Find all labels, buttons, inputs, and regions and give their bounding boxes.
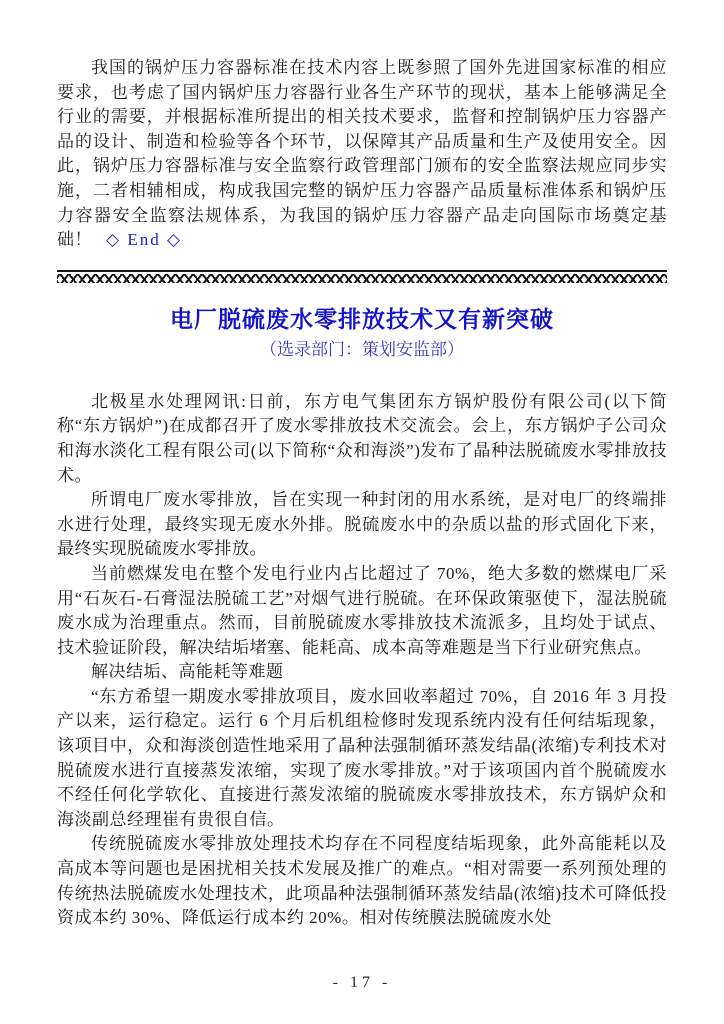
- divider-top-line: [57, 270, 667, 273]
- page-number: - 17 -: [332, 974, 392, 991]
- article-subheading: 解决结垢、高能耗等难题: [91, 662, 284, 682]
- end-marker: ◇ End ◇: [106, 230, 183, 250]
- article-body: [57, 390, 667, 931]
- article-subtitle: （选录部门：策划安监部）: [260, 339, 464, 359]
- article-paragraph: 所谓电厂废水零排放，旨在实现一种封闭的用水系统，是对电厂的终端排水进行处理，最终实现无废水外排。脱硫废水中的杂质以盐的形式固化下来，最终实现脱硫废水零排放。: [57, 490, 667, 559]
- article-paragraph: 传统脱硫废水零排放处理技术均存在不同程度结垢现象，此外高能耗以及高成本等问题也是困扰相关技术发展及推广的难点。“相对需要一系列预处理的传统热法脱硫废水处理技术，此项晶种法强制循环蒸发结晶(浓缩)技术可降低投资成本约 30%、降低运行成本约 20%。相对传统膜法脱硫废水处: [57, 834, 667, 928]
- intro-paragraph: [57, 56, 667, 253]
- divider-zigzag-pattern: [57, 274, 667, 283]
- article-paragraph: 当前燃煤发电在整个发电行业内占比超过了 70%，绝大多数的燃煤电厂采用“石灰石-石膏湿法脱硫工艺”对烟气进行脱硫。在环保政策驱使下，湿法脱硫废水成为治理重点。然而，目前脱硫废水零排放技术流派多，且均处于试点、技术验证阶段，解决结垢堵塞、能耗高、成本高等难题是当下行业研究焦点。: [57, 563, 667, 657]
- page-content: [57, 56, 667, 931]
- article-paragraph: “东方希望一期废水零排放项目，废水回收率超过 70%，自 2016 年 3 月投产以来，运行稳定。运行 6 个月后机组检修时发现系统内没有任何结垢现象，该项目中，众和海淡创造性地采用了晶种法强制循环蒸发结晶(浓缩)专利技术对脱硫废水进行直接蒸发浓缩，实现了废水零排放。”对于该项国内首个脱硫废水不经任何化学软化、直接进行蒸发浓缩的脱硫废水零排放技术，东方锅炉众和海淡副总经理崔有贵很自信。: [57, 686, 667, 829]
- article-paragraph: 北极星水处理网讯:日前，东方电气集团东方锅炉股份有限公司(以下简称“东方锅炉”)在成都召开了废水零排放技术交流会。会上，东方锅炉子公司众和海水淡化工程有限公司(以下简称“众和海淡”)发布了晶种法脱硫废水零排放技术。: [57, 391, 667, 485]
- intro-paragraph-text: 我国的锅炉压力容器标准在技术内容上既参照了国外先进国家标准的相应要求，也考虑了国内锅炉压力容器行业各生产环节的现状，基本上能够满足全行业的需要，并根据标准所提出的相关技术要求，监督和控制锅炉压力容器产品的设计、制造和检验等各个环节，以保障其产品质量和生产及使用安全。因此，锅炉压力容器标准与安全监察行政管理部门颁布的安全监察法规应同步实施，二者相辅相成，构成我国完整的锅炉压力容器产品质量标准体系和锅炉压力容器安全监察法规体系，为我国的锅炉压力容器产品走向国际市场奠定基础！: [57, 58, 667, 250]
- article-title: 电厂脱硫废水零排放技术又有新突破: [170, 305, 554, 332]
- section-divider: [57, 270, 667, 283]
